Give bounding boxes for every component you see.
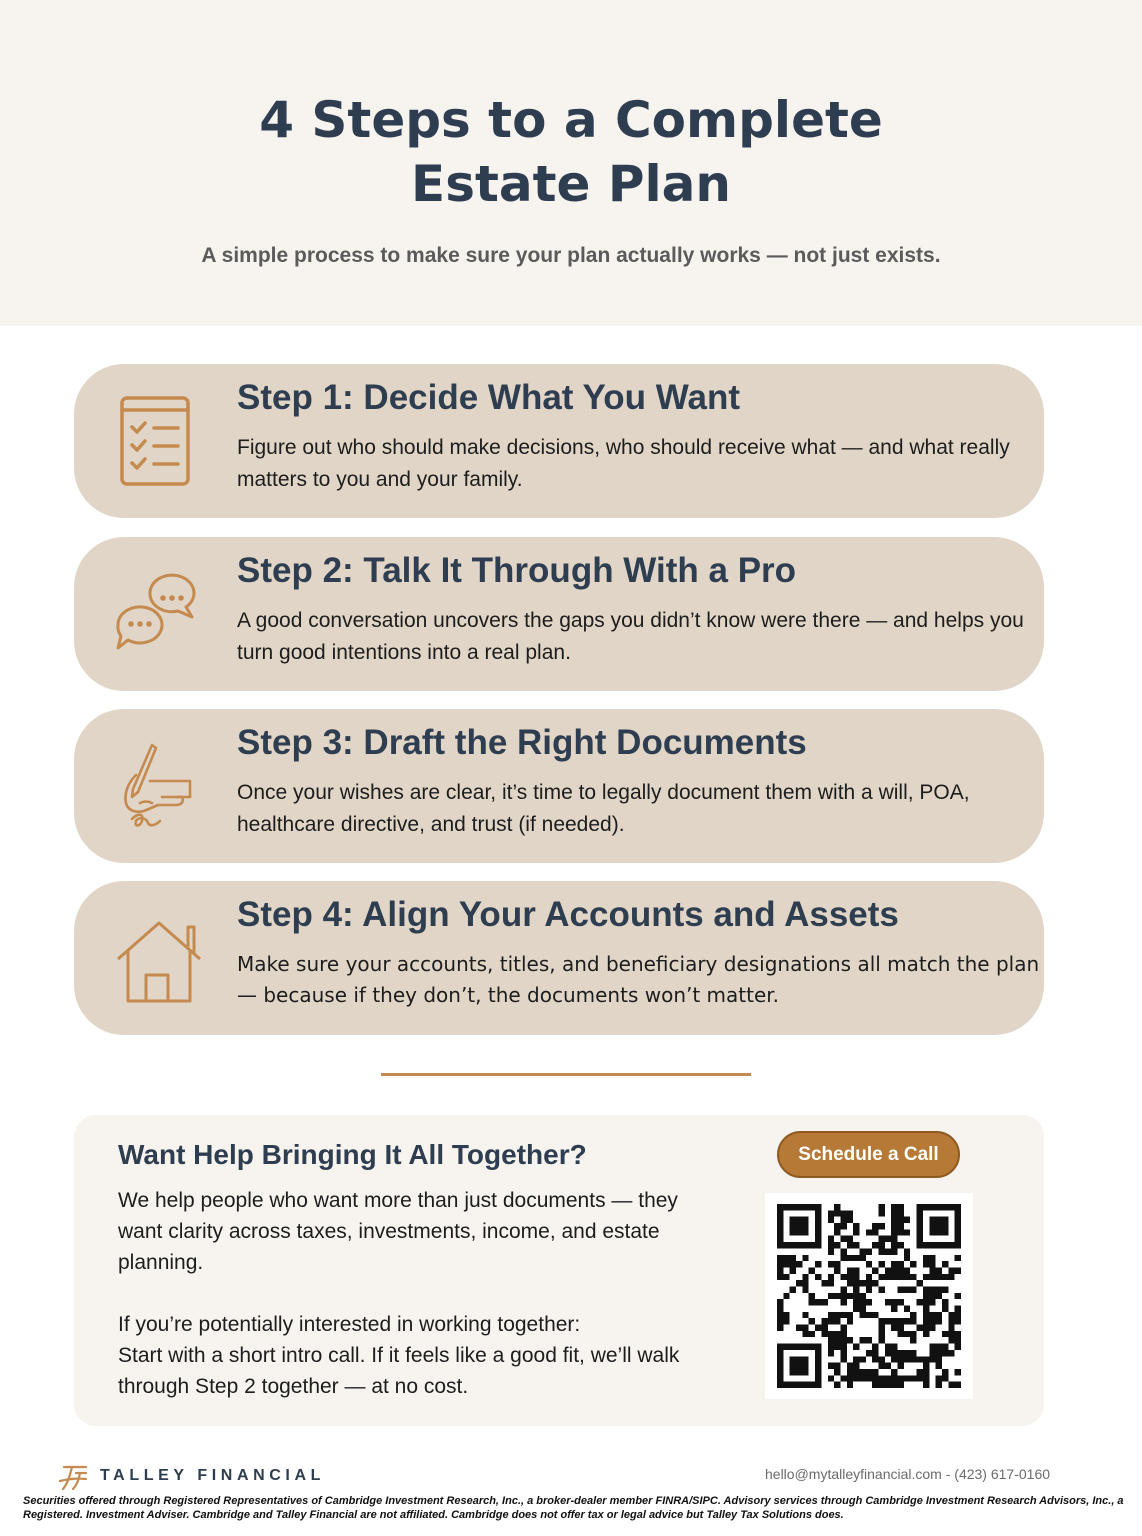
page-title — [0, 88, 1142, 216]
brand-name: TALLEY FINANCIAL — [100, 1467, 325, 1484]
title-line-2: Estate Plan — [411, 155, 731, 213]
cta-panel — [74, 1115, 1044, 1426]
step-description: A good conversation uncovers the gaps you didn’t know were there — and helps you turn good intentions into a real plan. — [237, 609, 1024, 664]
cta-heading: Want Help Bringing It All Together? — [118, 1139, 587, 1170]
step-card-1 — [74, 364, 1044, 518]
cta-body — [118, 1185, 698, 1402]
legal-disclaimer: Securities offered through Registered Representatives of Cambridge Investment Research, Inc., a broker-dealer member FINRA/SIPC. Advisory services through Cambridge Investment Research Advisors, Inc., a Registered. Investment Adviser. Cambridge and Talley Financial are not affiliated. Cambridge does not offer tax or legal advice but Talley Tax Solutions does. — [23, 1495, 1124, 1521]
step-title: Step 2: Talk It Through With a Pro — [237, 551, 797, 590]
header-band — [0, 0, 1142, 326]
contact-info[interactable]: hello@mytalleyfinancial.com - (423) 617-0160 — [765, 1466, 1051, 1482]
step-card-2 — [74, 537, 1044, 691]
cta-paragraph-2-line-1: If you’re potentially interested in working together: — [118, 1313, 581, 1336]
cta-paragraph-2-line-2: Start with a short intro call. If it feels like a good fit, we’ll walk through Step 2 together — at no cost. — [118, 1344, 680, 1398]
chat-bubbles-icon — [110, 565, 208, 663]
cta-paragraph-1: We help people who want more than just documents — they want clarity across taxes, investments, income, and estate planning. — [118, 1189, 678, 1274]
step-description: Make sure your accounts, titles, and beneficiary designations all match the plan — because if they don’t, the documents won’t matter. — [237, 952, 1040, 1007]
cta-paragraph-2 — [118, 1309, 698, 1402]
checklist-icon — [110, 392, 208, 490]
step-card-4 — [74, 881, 1044, 1035]
schedule-call-button[interactable]: Schedule a Call — [777, 1131, 960, 1178]
section-divider — [381, 1073, 751, 1076]
step-title: Step 4: Align Your Accounts and Assets — [237, 895, 899, 934]
page-subtitle: A simple process to make sure your plan actually works — not just exists. — [201, 244, 941, 267]
title-line-1: 4 Steps to a Complete — [259, 91, 883, 149]
company-logo — [58, 1461, 325, 1491]
talley-monogram-icon — [58, 1461, 90, 1491]
step-card-3 — [74, 709, 1044, 863]
step-title: Step 3: Draft the Right Documents — [237, 723, 807, 762]
step-description: Once your wishes are clear, it’s time to legally document them with a will, POA, healthcare directive, and trust (if needed). — [237, 781, 970, 836]
hand-signing-icon — [110, 737, 208, 835]
step-title: Step 1: Decide What You Want — [237, 378, 741, 417]
house-icon — [110, 909, 208, 1007]
qr-code[interactable] — [765, 1193, 973, 1399]
step-description: Figure out who should make decisions, who should receive what — and what really matters to you and your family. — [237, 436, 1010, 491]
